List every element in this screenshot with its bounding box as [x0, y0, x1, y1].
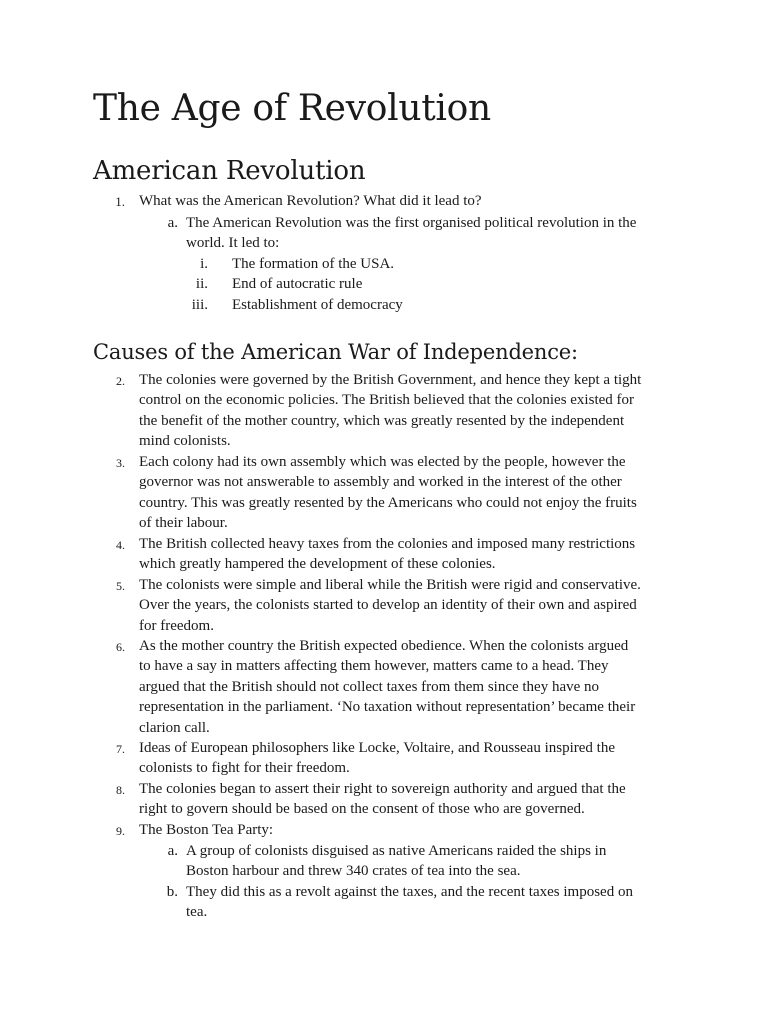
- section-heading-causes: Causes of the American War of Independence:: [93, 340, 578, 364]
- tea-party-line: A group of colonists disguised as native Americans raided the ships in: [186, 843, 607, 859]
- list-number: 2.: [116, 374, 125, 388]
- list-number: 3.: [116, 456, 125, 470]
- section-heading-american-revolution: American Revolution: [93, 156, 366, 186]
- list-item-line: for freedom.: [139, 617, 214, 634]
- list-roman: i.: [200, 256, 208, 272]
- list-item-line: colonists to fight for their freedom.: [139, 760, 350, 777]
- list-number: 8.: [116, 783, 125, 797]
- list-roman: ii.: [195, 276, 208, 292]
- list-item-line: Over the years, the colonists started to develop an identity of their own and aspired: [139, 597, 637, 614]
- subitem-text: End of autocratic rule: [232, 276, 363, 292]
- list-letter: a.: [167, 215, 178, 231]
- list-roman: iii.: [191, 297, 208, 313]
- answer-line: The American Revolution was the first organised political revolution in the: [186, 215, 637, 231]
- page-title: The Age of Revolution: [93, 88, 491, 129]
- list-number: 4.: [116, 538, 125, 552]
- list-item-line: mind colonists.: [139, 433, 231, 450]
- list-item-line: control on the economic policies. The British believed that the colonies existed for: [139, 392, 635, 409]
- list-item-line: The colonies were governed by the British Government, and hence they kept a tight: [139, 372, 642, 388]
- question-text: What was the American Revolution? What did it lead to?: [139, 193, 482, 209]
- list-number: 9.: [116, 824, 125, 838]
- list-item-line: Each colony had its own assembly which was elected by the people, however the: [139, 454, 626, 470]
- tea-party-line: Boston harbour and threw 340 crates of tea into the sea.: [186, 863, 521, 880]
- list-item-line: to have a say in matters affecting them however, matters came to a head. They: [139, 658, 609, 675]
- list-item-line: clarion call.: [139, 719, 210, 736]
- list-item-line: country. This was greatly resented by the Americans who could not enjoy the fruits: [139, 494, 637, 511]
- list-letter: a.: [167, 843, 178, 859]
- list-number: 6.: [116, 640, 125, 654]
- answer-line: world. It led to:: [186, 235, 280, 251]
- tea-party-line: They did this as a revolt against the taxes, and the recent taxes imposed on: [186, 884, 633, 900]
- list-item-line: governor was not answerable to assembly and worked in the interest of the other: [139, 474, 622, 491]
- list-item-line: argued that the British should not collect taxes from them since they have no: [139, 678, 600, 695]
- list-number: 5.: [116, 579, 125, 593]
- list-item-line: representation in the parliament. ‘No taxation without representation’ became their: [139, 699, 636, 716]
- list-letter: b.: [166, 884, 178, 900]
- subitem-text: The formation of the USA.: [232, 256, 395, 272]
- subitem-text: Establishment of democracy: [232, 297, 403, 313]
- list-number: 7.: [116, 742, 125, 756]
- list-item-line: The colonies began to assert their right to sovereign authority and argued that the: [139, 781, 626, 797]
- list-item-line: of their labour.: [139, 515, 228, 532]
- list-item-line: Ideas of European philosophers like Locke, Voltaire, and Rousseau inspired the: [139, 740, 615, 756]
- list-item-line: which greatly hampered the development of these colonies.: [139, 556, 496, 573]
- list-item-line: The colonists were simple and liberal while the British were rigid and conservative.: [139, 577, 641, 593]
- list-item-line: right to govern should be based on the consent of those who are governed.: [139, 801, 585, 818]
- list-item-line: The Boston Tea Party:: [139, 822, 274, 838]
- list-item-line: The British collected heavy taxes from the colonies and imposed many restrictions: [139, 536, 636, 552]
- list-number: 1.: [115, 194, 125, 209]
- list-item-line: the benefit of the mother country, which was greatly resented by the independent: [139, 412, 625, 429]
- tea-party-line: tea.: [186, 904, 208, 921]
- list-item-line: As the mother country the British expected obedience. When the colonists argued: [139, 638, 629, 654]
